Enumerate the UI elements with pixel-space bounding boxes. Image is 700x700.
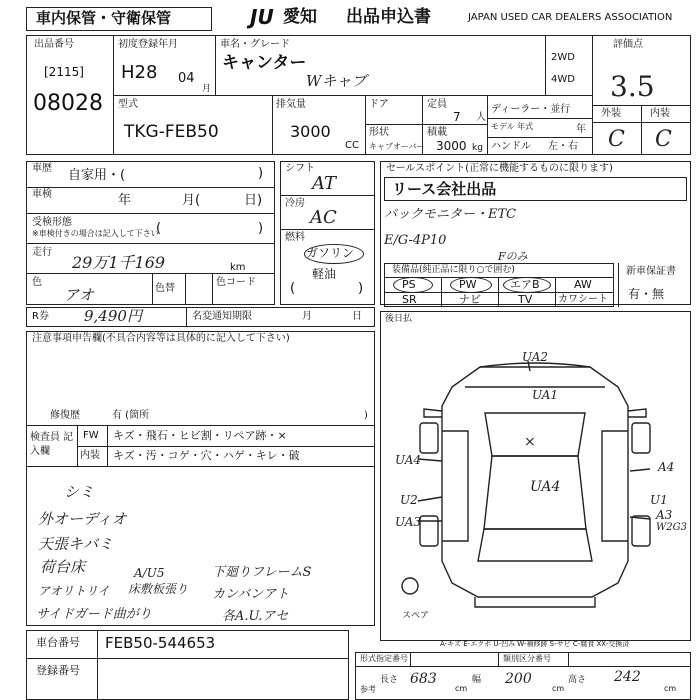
fw-label: FW [83,430,99,441]
displacement-label: 排気量 [276,99,306,110]
note-gate: アオリトリイ [38,584,110,598]
repair-label: 修復歴 [50,410,80,421]
mileage-unit: km [230,262,246,273]
load-value: 3000 [436,139,467,153]
mark-ua2: UA2 [522,350,549,364]
capacity-unit: 人 [476,112,486,123]
fuel-diesel: 軽油 [312,267,337,281]
exterior-grade: C [608,127,625,152]
interior-grade: C [655,127,672,152]
color-label: 色 [32,277,42,288]
after-seal-label: 後日払 [385,314,413,324]
equip-ps: PS [402,278,416,291]
first-reg-month: 04 [178,71,195,86]
mark-x: × [524,434,536,450]
storage-label: 車内保管・守衛保管 [36,9,172,27]
width-value: 200 [505,671,532,687]
sales-line3: Fのみ [498,250,528,263]
mark-ua1: UA1 [532,388,559,402]
name-change-label: 名変通知期限 [192,311,252,322]
spec-ref: 参考 [360,685,376,694]
color-code-label: 色コード [216,277,256,288]
model-label: 型式 [118,99,138,110]
width-label: 幅 [472,675,482,685]
interior-items-label: 内装 [80,450,100,461]
sales-line2: E/G-4P10 [384,233,447,248]
door-label: ドア [369,99,389,110]
equip-navi: ナビ [459,293,481,306]
note-side-guard: サイドガード曲がり [36,607,152,622]
fuel-circle [304,244,364,264]
sales-label: セールスポイント(正常に機能するものに限ります) [386,163,613,174]
note-frame: 下廻りフレームS [212,565,312,580]
name-change-day: 日 [352,311,362,322]
chassis-label: 車台番号 [36,636,80,649]
mark-w2g3: W2G3 [656,522,687,533]
mark-a4: A4 [658,460,675,474]
first-reg-year: H28 [121,62,158,83]
equip-ps-circle [393,277,433,293]
equip-airbag: エアB [510,278,540,291]
spare-label: スペア [402,611,430,621]
shift-value: AT [312,173,337,194]
color-value: アオ [64,286,94,304]
equipment-label: 装備品(純正品に限り○で囲む) [392,265,515,275]
grade-label: 評価点 [613,39,643,50]
height-label: 高さ [568,675,587,685]
mark-u1: U1 [650,493,668,507]
mileage-label: 走行 [32,247,52,258]
dealer-label: ディーラー・並行 [491,104,571,115]
equip-pw: PW [459,278,477,291]
lot-label: 出品番号 [34,39,74,50]
note-ceiling: 天張キバミ [38,535,114,553]
inspector-label: 検査員 記入欄 [30,432,74,457]
sales-headline: リース会社出品 [392,180,497,198]
inspection-year: 年 [118,193,132,208]
exterior-label: 外装 [601,108,621,119]
warranty-value: 有・無 [628,287,665,301]
shape-label: 形状 [369,127,389,138]
model-year-unit: 年 [576,124,586,135]
capacity-label: 定員 [427,99,447,110]
r-ticket-value: 9,490円 [84,307,142,325]
note-sign: カンバンアト [212,587,290,602]
capacity-value: 7 [453,110,461,124]
history-label: 車歴 [32,163,52,174]
category-label: 類別区分番号 [503,654,551,663]
sheet-title: 出品申込書 [346,7,431,27]
equip-pw-circle [450,277,492,293]
equip-airbag-circle [503,277,551,293]
repair-close: ) [364,410,368,421]
car-grade: Wキャブ [306,72,367,90]
displacement-unit: CC [345,140,359,151]
mark-ua4-roof: UA4 [530,479,561,495]
model-designation-label: 形式指定番号 [360,654,408,663]
fuel-paren-r: ) [358,281,364,296]
notes-block [26,331,375,626]
model-year-label: モデル 年式 [491,122,534,131]
notes-label: 注意事項申告欄(不具合内容等は具体的に記入して下さい) [32,333,290,344]
mark-ua3: UA3 [395,515,422,529]
length-unit: cm [455,684,468,693]
lot-number: 08028 [33,91,103,116]
note-each: 各A.U.アセ [222,609,289,624]
grade-score: 3.5 [610,70,655,103]
equip-aw: AW [574,278,592,291]
inspection-label: 車検 [32,189,52,200]
history-value: 自家用・( [68,168,126,183]
load-unit: kg [472,143,483,153]
history-close: ) [258,166,264,181]
model-value: TKG-FEB50 [124,122,219,142]
association-name: JAPAN USED CAR DEALERS ASSOCIATION [468,12,673,23]
fuel-label: 燃料 [285,232,305,243]
inspection-month: 月( [182,193,201,208]
receipt-close: ) [258,221,264,236]
repair-options: 有 (箇所 [112,410,150,421]
first-reg-month-unit: 月 [202,84,212,94]
equip-sr: SR [402,293,417,306]
mark-u2: U2 [400,493,418,507]
car-name-label: 車名・グレード [220,39,290,50]
ju-logo: JU [250,5,274,29]
inspection-day: 日) [244,193,263,208]
width-unit: cm [552,684,565,693]
shape-value: キャブオーバー [369,142,425,151]
ac-label: 冷房 [285,198,305,209]
warranty-label: 新車保証書 [626,266,676,277]
fuel-paren-l: ( [290,281,296,296]
note-stain: シミ [64,483,95,501]
color-change-label: 色替 [155,283,175,294]
length-label: 長さ [380,675,399,685]
mileage-value: 29万1千169 [72,253,166,272]
registration-label: 登録番号 [36,664,80,677]
shift-label: シフト [285,163,315,174]
lot-sub: [2115] [44,65,84,79]
mark-a3: A3 [656,508,673,522]
equip-tv: TV [518,293,533,306]
load-label: 積載 [427,127,447,138]
note-au5: A/U5 [134,566,165,580]
handle-options: 左・右 [548,141,578,152]
r-ticket-label: R券 [32,311,49,322]
note-bed-floor: 荷台床 [40,558,86,576]
receipt-note: ※車検付きの場合は記入して下さい [32,229,159,238]
car-name: キャンター [222,53,307,73]
displacement-value: 3000 [290,122,331,141]
aichi-label: 愛知 [283,7,317,27]
chassis-value: FEB50-544653 [105,634,216,652]
note-audio: 外オーディオ [38,510,127,528]
receipt-label: 受検形態 [32,217,72,228]
damage-legend: A-キズ E-エクボ U-凹み W-補修跡 S-サビ C-腐食 XX-交換済 [440,640,630,648]
drive-2wd: 2WD [551,52,575,63]
note-floor-board: 床敷板張り [128,582,189,596]
drive-4wd: 4WD [551,74,575,85]
fuel-gasoline: ガソリン [306,246,355,260]
receipt-open: ( [156,221,162,236]
interior-items: キズ・汚・コゲ・穴・ハゲ・キレ・破 [113,449,300,462]
height-value: 242 [614,669,641,685]
interior-label: 内装 [650,108,670,119]
height-unit: cm [664,684,677,693]
equip-seat: カワシート [558,294,608,305]
length-value: 683 [410,671,437,687]
ac-value: AC [310,207,337,228]
fw-items: キズ・飛石・ヒビ割・リペア跡・× [113,429,287,442]
sales-line1: バックモニター・ETC [384,207,517,222]
name-change-month: 月 [302,311,312,322]
mark-ua4-left: UA4 [395,453,422,467]
first-reg-label: 初度登録年月 [118,39,178,50]
handle-label: ハンドル [491,141,531,152]
